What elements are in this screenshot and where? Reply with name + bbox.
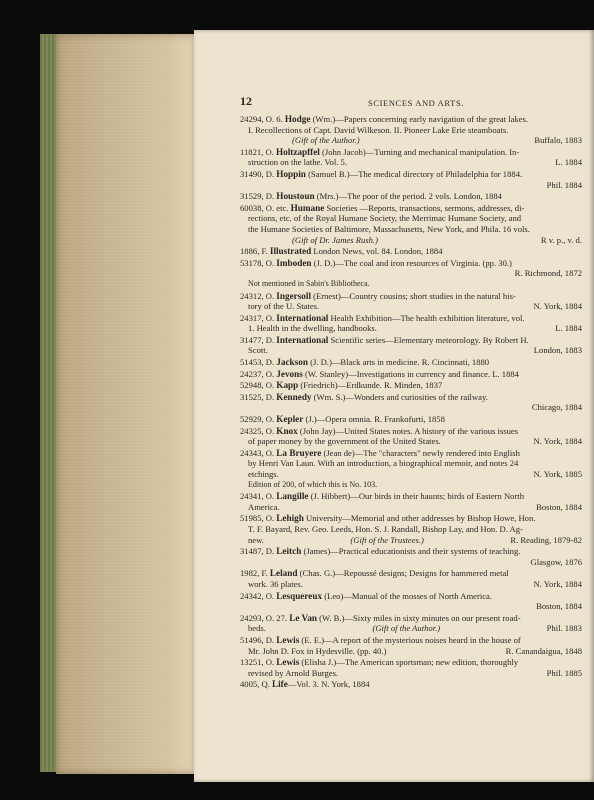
page-edge-lines bbox=[56, 34, 196, 774]
entry-continuation-line bbox=[240, 345, 582, 356]
entry-call-number: 11821, O. bbox=[240, 146, 276, 157]
catalog-entry bbox=[240, 491, 582, 512]
entry-heading: Life bbox=[272, 679, 288, 690]
entry-title-text: Societies —Reports, transactions, sermons, addresses, di- bbox=[324, 202, 525, 213]
entry-call-number: 52929, O. bbox=[240, 414, 277, 425]
imprint: Phil. 1884 bbox=[546, 179, 582, 190]
entry-heading: Humane bbox=[290, 202, 325, 213]
entry-title-text: London News, vol. 84. London, 1884 bbox=[311, 246, 443, 257]
entry-first-line bbox=[240, 657, 582, 668]
line-text: I. Recollections of Capt. David Wilkeson. II. Pioneer Lake Erie steamboats. bbox=[248, 124, 509, 135]
entry-heading: Imboden bbox=[276, 257, 312, 268]
entry-call-number: 4005, Q. bbox=[240, 679, 272, 690]
entry-heading: Ingersoll bbox=[276, 290, 312, 301]
entry-continuation-line bbox=[240, 157, 582, 168]
entry-first-line bbox=[240, 448, 582, 459]
catalog-entry bbox=[240, 369, 582, 380]
catalog-entry bbox=[240, 246, 582, 257]
entry-continuation-line bbox=[240, 323, 582, 334]
page-edges bbox=[56, 34, 196, 774]
entry-heading: La Bruyere bbox=[276, 447, 322, 458]
entry-call-number: 51985, O. bbox=[240, 513, 277, 524]
entry-first-line bbox=[240, 414, 582, 425]
entry-heading: Le Van bbox=[289, 612, 318, 623]
entry-heading: Houstoun bbox=[276, 191, 315, 202]
entry-continuation-line bbox=[240, 402, 582, 413]
entry-first-line bbox=[240, 392, 582, 403]
catalog-entry bbox=[240, 414, 582, 425]
entry-title-text: (Ernest)—Country cousins; short studies in the natural his- bbox=[311, 290, 516, 301]
book-page bbox=[194, 30, 594, 782]
entry-continuation-line bbox=[240, 301, 582, 312]
entry-title-text: (James)—Practical educationists and their systems of teaching. bbox=[301, 546, 521, 557]
entry-call-number: 53178, O. bbox=[240, 257, 277, 268]
imprint: N. York, 1884 bbox=[533, 578, 582, 589]
entry-first-line bbox=[240, 191, 582, 202]
entry-heading: Illustrated bbox=[269, 246, 312, 257]
imprint: Boston, 1884 bbox=[536, 501, 582, 512]
catalog-entry bbox=[240, 291, 582, 312]
entry-first-line bbox=[240, 679, 582, 690]
entry-title-text: (J. Hibbert)—Our birds in their haunts; birds of Eastern North bbox=[308, 491, 524, 502]
catalog-entry bbox=[240, 657, 582, 678]
entry-first-line bbox=[240, 313, 582, 324]
entry-call-number: 24294, O. 6. bbox=[240, 114, 285, 124]
entry-heading: Jevons bbox=[276, 368, 303, 379]
entry-continuation-line bbox=[240, 268, 582, 279]
line-text: Scott. bbox=[248, 345, 268, 356]
entry-first-line bbox=[240, 546, 582, 557]
imprint: Phil. 1883 bbox=[546, 623, 582, 634]
entry-first-line bbox=[240, 357, 582, 368]
entry-title-text: (Wm.)—Papers concerning early navigation of the great lakes. bbox=[310, 114, 529, 124]
entry-heading: Holtzapffel bbox=[275, 146, 320, 157]
entry-heading: Leland bbox=[269, 568, 298, 579]
entry-title-text: (J. D.)—The coal and iron resources of Virginia. (pp. 30.) bbox=[311, 257, 512, 268]
entry-call-number: 31525, D. bbox=[240, 391, 277, 402]
running-head bbox=[240, 96, 582, 108]
catalog-entry bbox=[240, 147, 582, 168]
entry-call-number: 31490, D. bbox=[240, 168, 277, 179]
entry-first-line bbox=[240, 491, 582, 502]
entry-call-number: 52948, O. bbox=[240, 380, 277, 391]
entry-first-line bbox=[240, 114, 582, 125]
line-text: T. F. Bayard, Rev. Geo. Leeds, Hon. S. J. Randall, Bishop Lay, and Hon. D. Ag- bbox=[248, 523, 523, 534]
entry-title-text: (E. E.)—A report of the mysterious noises heard in the house of bbox=[299, 634, 521, 645]
line-text: 1. Health in the dwelling, handbooks. bbox=[248, 323, 377, 334]
imprint: N. York, 1885 bbox=[533, 469, 582, 479]
entry-first-line bbox=[240, 426, 582, 437]
entry-title-text: Health Exhibition—The health exhibition literature, vol. bbox=[328, 312, 525, 323]
catalog-entry bbox=[240, 392, 582, 413]
entry-heading: Kapp bbox=[276, 380, 299, 391]
imprint: London, 1883 bbox=[533, 345, 582, 356]
entry-first-line bbox=[240, 246, 582, 257]
line-text: (Gift of Dr. James Rush.) bbox=[292, 234, 378, 245]
catalog-entry bbox=[240, 203, 582, 245]
line-text: etchings. bbox=[248, 469, 279, 479]
entry-call-number: 31529, D. bbox=[240, 191, 277, 202]
section-title: SCIENCES AND ARTS. bbox=[368, 98, 465, 108]
entry-heading: International bbox=[276, 312, 329, 323]
entry-continuation-line bbox=[240, 135, 582, 146]
line-text: by Henri Van Laun. With an introduction, a biographical memoir, and notes 24 bbox=[248, 458, 519, 469]
entry-continuation-line bbox=[240, 469, 582, 480]
imprint: Boston, 1884 bbox=[536, 601, 582, 612]
entry-first-line bbox=[240, 291, 582, 302]
catalog-entry bbox=[240, 591, 582, 612]
entry-continuation-line bbox=[240, 224, 582, 235]
catalog-entry bbox=[240, 426, 582, 447]
entry-first-line bbox=[240, 591, 582, 602]
entry-title-text: (John Jacob)—Turning and mechanical manipulation. In- bbox=[319, 146, 520, 157]
entry-title-text: (Chas. G.)—Repoussé designs; Designs for hammered metal bbox=[297, 568, 509, 579]
entry-first-line bbox=[240, 635, 582, 646]
line-text: beds. bbox=[248, 623, 266, 634]
catalog-entry bbox=[240, 513, 582, 545]
entry-call-number: 24312, O. bbox=[240, 290, 277, 301]
entry-call-number: 24325, O. bbox=[240, 425, 277, 436]
entry-title-text: (Elisha J.)—The American sportsman; new edition, thoroughly bbox=[299, 657, 519, 668]
gift-note: (Gift of the Author.) bbox=[372, 623, 441, 634]
line-text: struction on the lathe. Vol. 5. bbox=[248, 157, 347, 168]
imprint: L. 1884 bbox=[555, 157, 582, 168]
catalog-entry bbox=[240, 258, 582, 290]
entry-first-line bbox=[240, 258, 582, 269]
entry-call-number: 24293, O. 27. bbox=[240, 612, 290, 623]
entry-heading: International bbox=[276, 334, 329, 345]
imprint: Phil. 1885 bbox=[546, 667, 582, 678]
entry-heading: Jackson bbox=[276, 357, 308, 368]
entry-continuation-line bbox=[240, 646, 582, 657]
imprint: Glasgow, 1876 bbox=[530, 556, 582, 567]
gift-note: (Gift of the Trustees.) bbox=[350, 534, 424, 545]
line-text: revised by Arnold Burges. bbox=[248, 667, 339, 678]
catalog-entry bbox=[240, 335, 582, 356]
entry-title-text: (Mrs.)—The poor of the period. 2 vols. London, 1884 bbox=[314, 191, 502, 202]
catalog-entry bbox=[240, 546, 582, 567]
entry-heading: Lewis bbox=[276, 634, 300, 645]
catalog-entry bbox=[240, 568, 582, 589]
imprint: N. York, 1884 bbox=[533, 436, 582, 447]
imprint: L. 1884 bbox=[555, 323, 582, 334]
entry-title-text: (W. B.)—Sixty miles in sixty minutes on our present road- bbox=[317, 612, 521, 623]
line-text: work. 36 plates. bbox=[248, 578, 303, 589]
entry-continuation-line bbox=[240, 180, 582, 191]
catalog-entry bbox=[240, 380, 582, 391]
entry-first-line bbox=[240, 335, 582, 346]
entry-call-number: 1886, F. bbox=[240, 246, 270, 257]
line-text: Mr. John D. Fox in Hydesville. (pp. 40.) bbox=[248, 645, 387, 656]
entry-call-number: 31487, D. bbox=[240, 546, 277, 557]
entry-continuation-line bbox=[240, 601, 582, 612]
entry-continuation-line bbox=[240, 213, 582, 224]
entry-title-text: (Samuel B.)—The medical directory of Philadelphia for 1884. bbox=[305, 168, 523, 179]
entry-title-text: (John Jay)—United States notes. A history of the various issues bbox=[297, 425, 519, 436]
entry-title-text: Scientific series—Elementary meteorology. By Robert H. bbox=[328, 334, 529, 345]
entry-first-line bbox=[240, 369, 582, 380]
entry-first-line bbox=[240, 568, 582, 579]
entry-heading: Leitch bbox=[276, 546, 302, 557]
line-text: new. bbox=[248, 534, 264, 545]
catalog-entry bbox=[240, 448, 582, 490]
entry-heading: Kennedy bbox=[276, 391, 312, 402]
entry-heading: Kepler bbox=[276, 414, 304, 425]
line-text: (Gift of the Author.) bbox=[292, 135, 360, 146]
entry-heading: Lehigh bbox=[276, 513, 304, 524]
entry-note: Edition of 200, of which this is No. 103. bbox=[248, 479, 378, 489]
entry-first-line bbox=[240, 203, 582, 214]
entry-heading: Lewis bbox=[276, 657, 300, 668]
imprint: R v. p., v. d. bbox=[540, 234, 582, 245]
entry-continuation-line bbox=[240, 535, 582, 546]
page-number: 12 bbox=[240, 94, 252, 108]
entry-title-text: (J. D.)—Black arts in medicine. R. Cincinnati, 1880 bbox=[307, 357, 490, 368]
imprint: R. Canandaigua, 1848 bbox=[505, 645, 582, 656]
entry-call-number: 24341, O. bbox=[240, 491, 277, 502]
entry-first-line bbox=[240, 147, 582, 158]
catalog-entries bbox=[240, 114, 582, 691]
entry-first-line bbox=[240, 613, 582, 624]
line-text: the Humane Societies of Baltimore, Massachusetts, New York, and Phila. 16 vols. bbox=[248, 223, 530, 234]
entry-note: Not mentioned in Sabin's Bibliotheca. bbox=[248, 278, 370, 288]
entry-heading: Lesquereux bbox=[276, 590, 323, 601]
entry-continuation-line bbox=[240, 557, 582, 568]
entry-title-text: —Vol. 3. N. York, 1884 bbox=[287, 679, 370, 690]
entry-call-number: 60038, O. etc. bbox=[240, 202, 291, 213]
catalog-entry bbox=[240, 635, 582, 656]
entry-continuation-line bbox=[240, 623, 582, 634]
entry-heading: Knox bbox=[276, 425, 298, 436]
entry-title-text: (Jean de)—The "characters" newly rendered into English bbox=[321, 447, 520, 458]
entry-continuation-line bbox=[240, 458, 582, 469]
entry-call-number: 51496, D. bbox=[240, 634, 277, 645]
entry-first-line bbox=[240, 513, 582, 524]
entry-continuation-line bbox=[240, 125, 582, 136]
entry-continuation-line bbox=[240, 579, 582, 590]
entry-title-text: University—Memorial and other addresses by Bishop Howe, Hon. bbox=[303, 513, 536, 524]
imprint: R. Richmond, 1872 bbox=[514, 268, 582, 279]
entry-call-number: 24317, O. bbox=[240, 312, 277, 323]
entry-continuation-line bbox=[240, 668, 582, 679]
entry-heading: Langille bbox=[276, 491, 309, 502]
imprint: R. Reading, 1879-82 bbox=[510, 534, 582, 545]
catalog-entry bbox=[240, 679, 582, 690]
catalog-entry bbox=[240, 169, 582, 190]
line-text: America. bbox=[248, 501, 280, 512]
line-text: of paper money by the government of the United States. bbox=[248, 436, 441, 447]
catalog-entry bbox=[240, 357, 582, 368]
entry-title-text: (J.)—Opera omnia. R. Frankofurti, 1858 bbox=[303, 414, 445, 425]
entry-continuation-line bbox=[240, 524, 582, 535]
imprint: Buffalo, 1883 bbox=[534, 135, 582, 146]
entry-call-number: 24342, O. bbox=[240, 590, 277, 601]
catalog-entry bbox=[240, 613, 582, 634]
entry-heading: Hodge bbox=[284, 114, 311, 124]
entry-continuation-line bbox=[240, 436, 582, 447]
catalog-entry bbox=[240, 114, 582, 146]
entry-title-text: (Wm. S.)—Wonders and curiosities of the railway. bbox=[311, 391, 488, 402]
line-text: tory of the U. States. bbox=[248, 301, 320, 312]
entry-call-number: 31477, D. bbox=[240, 334, 277, 345]
entry-call-number: 24343, O. bbox=[240, 447, 277, 458]
entry-call-number: 13251, O. bbox=[240, 657, 277, 668]
entry-call-number: 1982, F. bbox=[240, 568, 270, 579]
entry-title-text: (W. Stanley)—Investigations in currency and finance. L. 1884 bbox=[302, 368, 519, 379]
line-text: rections, etc. of the Royal Humane Society, the Merrimac Humane Society, and bbox=[248, 213, 522, 224]
entry-title-text: (Friedrich)—Erdkunde. R. Minden, 1837 bbox=[298, 380, 443, 391]
entry-title-text: (Leo)—Manual of the mosses of North America. bbox=[322, 590, 492, 601]
entry-heading: Hoppin bbox=[276, 168, 306, 179]
catalog-entry bbox=[240, 313, 582, 334]
imprint: N. York, 1884 bbox=[533, 301, 582, 312]
entry-first-line bbox=[240, 380, 582, 391]
entry-first-line bbox=[240, 169, 582, 180]
catalog-entry bbox=[240, 191, 582, 202]
imprint: Chicago, 1884 bbox=[531, 402, 582, 413]
entry-call-number: 24237, O. bbox=[240, 368, 277, 379]
entry-continuation-line bbox=[240, 235, 582, 246]
entry-continuation-line bbox=[240, 502, 582, 513]
entry-call-number: 51453, D. bbox=[240, 357, 277, 368]
